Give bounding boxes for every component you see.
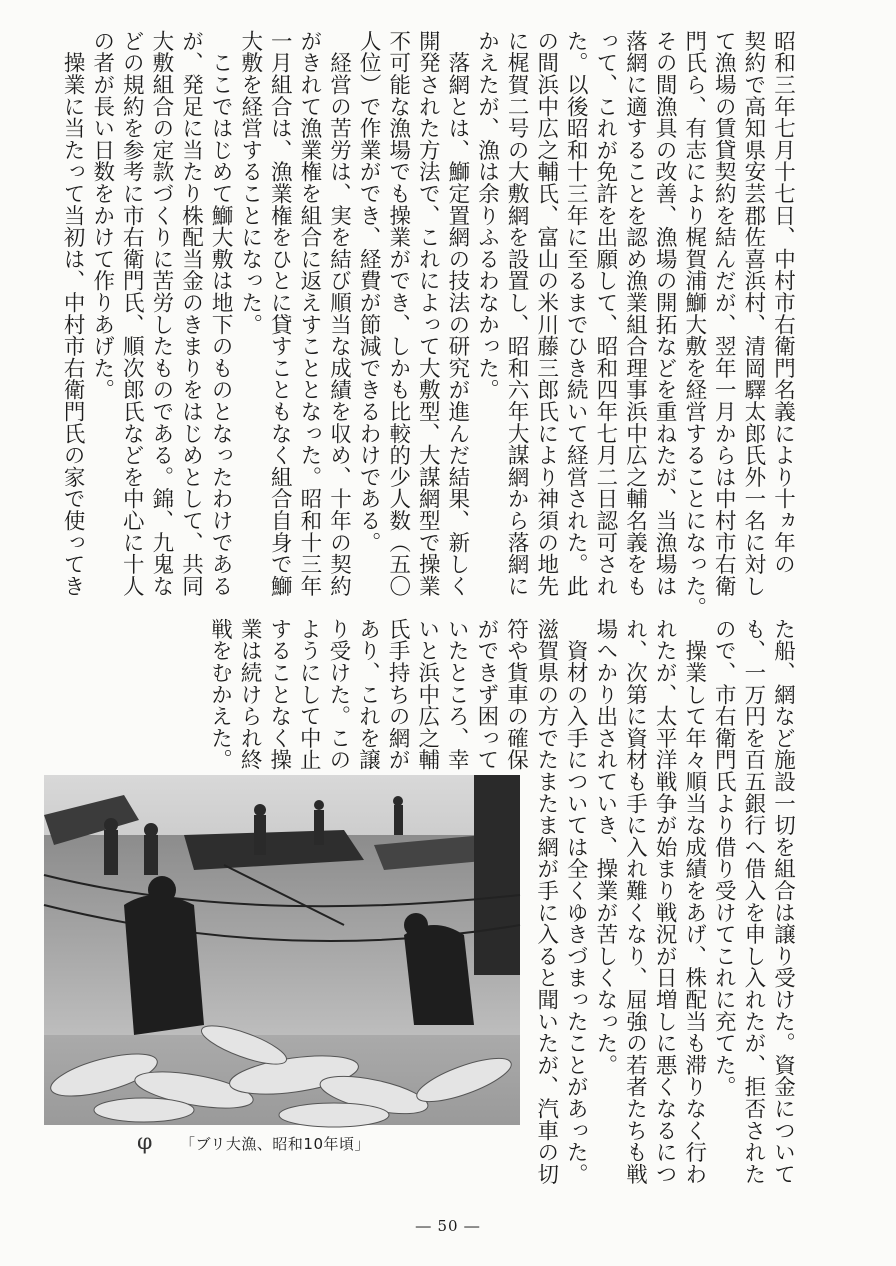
text-column: れ、次第に資材も手に入れ難くなり、屈強の若者たちも戦 (622, 618, 648, 1185)
text-column: いと浜中広之輔 (414, 618, 440, 771)
text-column: 大敷を経営することになった。 (237, 30, 263, 336)
text-column: 人位）で作業ができ、経費が節減できるわけである。 (356, 30, 382, 554)
text-column: どの規約を参考に市右衛門氏、順次郎氏などを中心に十人 (119, 30, 145, 597)
text-column: 不可能な漁場でも操業ができ、しかも比較的少人数（五〇 (385, 30, 411, 597)
text-column: 戦をむかえた。 (207, 618, 233, 771)
text-column: 経営の苦労は、実を結び順当な成績を収め、十年の契約 (326, 30, 352, 597)
text-column: 操業に当たって当初は、中村市右衛門氏の家で使ってき (60, 30, 86, 597)
photo-caption: 「ブリ大漁、昭和10年頃」 (180, 1135, 370, 1153)
text-column: 契約で高知県安芸郡佐喜浜村、清岡驛太郎氏外一名に対し (740, 30, 766, 597)
text-column: 資材の入手については全くゆきづまったことがあった。 (563, 618, 589, 1185)
text-column: あり、これを譲 (355, 618, 381, 771)
text-column: の間浜中広之輔氏、富山の米川藤三郎氏により神須の地先 (533, 30, 559, 597)
text-column: た。以後昭和十三年に至るまでひき続いて経営された。此 (563, 30, 589, 597)
photo-buri-catch (44, 775, 520, 1125)
text-column: 開発された方法で、これによって大敷型、大謀網型で操業 (415, 30, 441, 597)
text-column: の者が長い日数をかけて作りあげた。 (89, 30, 115, 401)
text-column: 符や貨車の確保 (503, 618, 529, 771)
text-column: 氏手持ちの網が (385, 618, 411, 771)
text-column: 操業して年々順当な成績をあげ、株配当も滞りなく行わ (681, 618, 707, 1185)
text-column: 昭和三年七月十七日、中村市右衛門名義により十ヵ年の (770, 30, 796, 575)
text-column: も、一万円を百五銀行へ借入を申し入れたが、拒否された (740, 618, 766, 1185)
text-column: ができず困って (473, 618, 499, 771)
text-column: いたところ、幸 (444, 618, 470, 771)
text-column: り受けた。この (325, 618, 351, 771)
text-column: ようにして中止 (296, 618, 322, 771)
handwritten-mark: φ (137, 1130, 153, 1155)
text-column: って、これが免許を出願して、昭和四年七月二日認可され (592, 30, 618, 597)
text-column: 場へかり出されていき、操業が苦しくなった。 (592, 618, 618, 1076)
text-column: 業は続けられ終 (237, 618, 263, 771)
text-column: することなく操 (266, 618, 292, 771)
text-column: がきれて漁業権を組合に返えすこととなった。昭和十三年 (296, 30, 322, 597)
text-column: 落網とは、鰤定置網の技法の研究が進んだ結果、新しく (444, 30, 470, 597)
text-column: て漁場の賃貸契約を結んだが、翌年一月からは中村市右衛 (711, 30, 737, 597)
text-column: 門氏ら、有志により梶賀浦鰤大敷を経営することになった。 (681, 30, 707, 619)
text-column: が、発足に当たり株配当金のきまりをはじめとして、共同 (178, 30, 204, 597)
text-column: 滋賀県の方でたまたま網が手に入ると聞いたが、汽車の切 (533, 618, 559, 1185)
text-column: れたが、太平洋戦争が始まり戦況が日増しに悪くなるにつ (652, 618, 678, 1185)
text-column: 落網に適することを認め漁業組合理事浜中広之輔名義をも (622, 30, 648, 597)
text-column: ので、市右衛門氏より借り受けてこれに充てた。 (711, 618, 737, 1098)
text-column: 一月組合は、漁業権をひとに貸すこともなく組合自身で鰤 (267, 30, 293, 597)
text-column: その間漁具の改善、漁場の開拓などを重ねたが、当漁場は (652, 30, 678, 597)
page-number: ― 50 ― (415, 1217, 481, 1235)
text-column: かえたが、漁は余りふるわなかった。 (474, 30, 500, 401)
text-column: た船、網など施設一切を組合は譲り受けた。資金について (770, 618, 796, 1185)
text-column: 大敷組合の定款づくりに苦労したものである。錦、九鬼な (148, 30, 174, 597)
text-column: ここではじめて鰤大敷は地下のものとなったわけである (208, 30, 234, 597)
text-column: に梶賀二号の大敷網を設置し、昭和六年大謀網から落網に (504, 30, 530, 597)
